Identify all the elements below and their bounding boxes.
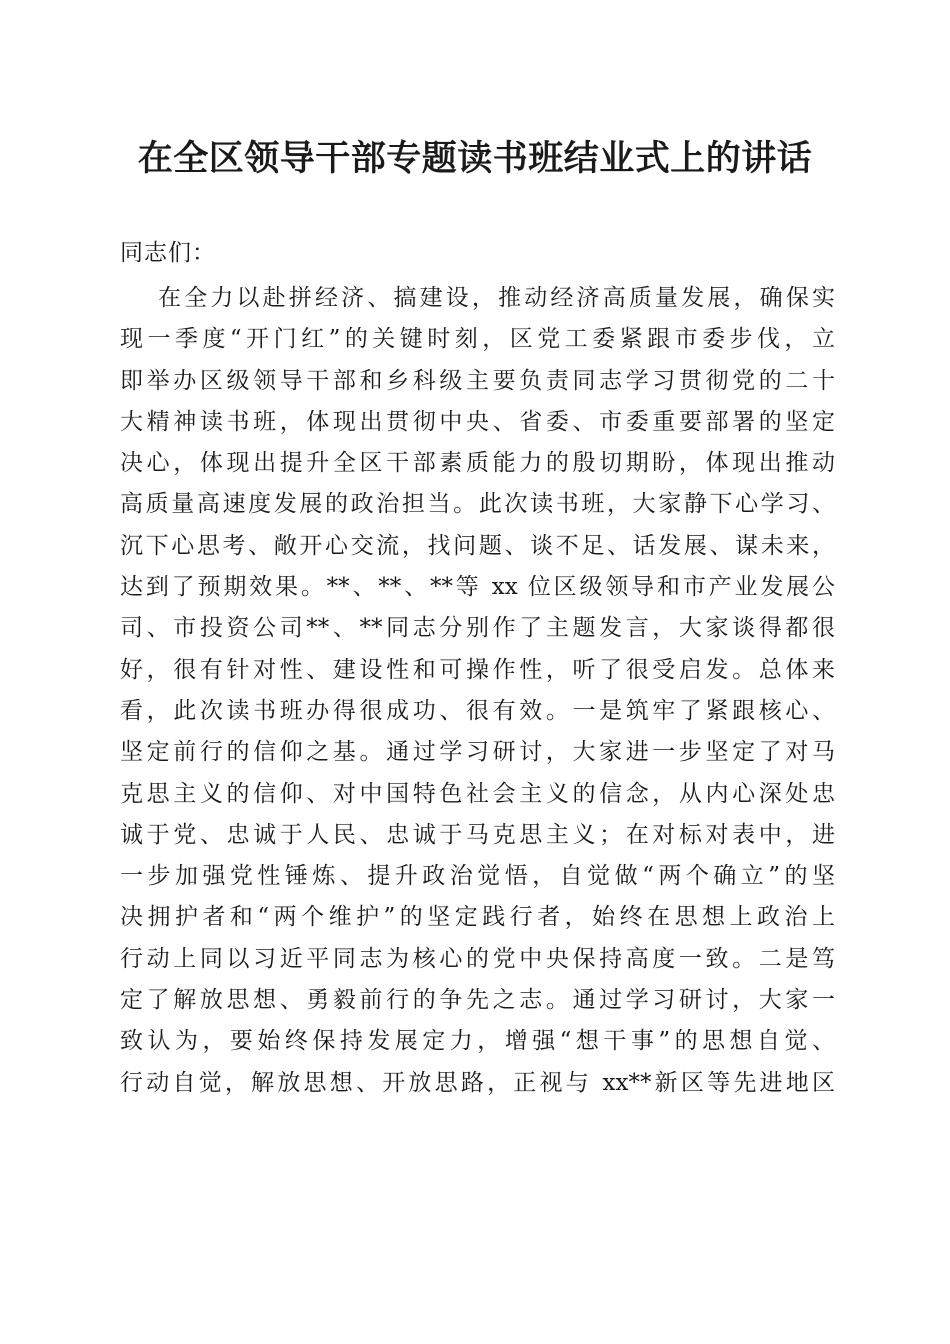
body-line: 司、市投资公司**、**同志分别作了主题发言，大家谈得都很: [120, 615, 835, 642]
body-line: 在全力以赴拼经济、搞建设，推动经济高质量发展，确保实: [158, 285, 835, 311]
salutation: 同志们：: [120, 240, 216, 266]
document-title: 在全区领导干部专题读书班结业式上的讲话: [137, 138, 813, 179]
body-line: 高质量高速度发展的政治担当。此次读书班，大家静下心学习、: [120, 491, 835, 518]
body-line: 决心，体现出提升全区干部素质能力的殷切期盼，体现出推动: [120, 450, 835, 477]
body-line: 定了解放思想、勇毅前行的争先之志。通过学习研讨，大家一: [120, 987, 835, 1014]
body-line: 决拥护者和“两个维护”的坚定践行者，始终在思想上政治上: [120, 904, 835, 931]
body-line: 看，此次读书班办得很成功、很有效。一是筑牢了紧跟核心、: [120, 697, 835, 724]
body-line: 沉下心思考、敞开心交流，找问题、谈不足、话发展、谋未来，: [120, 532, 835, 559]
body-line: 坚定前行的信仰之基。通过学习研讨，大家进一步坚定了对马: [120, 739, 835, 766]
body-line: 诚于党、忠诚于人民、忠诚于马克思主义；在对标对表中，进: [120, 821, 835, 848]
body-line: 好，很有针对性、建设性和可操作性，听了很受启发。总体来: [120, 656, 835, 683]
body-line: 克思主义的信仰、对中国特色社会主义的信念，从内心深处忠: [120, 780, 835, 807]
body-line: 现一季度“开门红”的关键时刻，区党工委紧跟市委步伐，立: [120, 326, 835, 353]
body-line: 行动上同以习近平同志为核心的党中央保持高度一致。二是笃: [120, 945, 835, 972]
body-line: 大精神读书班，体现出贯彻中央、省委、市委重要部署的坚定: [120, 408, 835, 435]
body-line: 达到了预期效果。**、**、**等 xx 位区级领导和市产业发展公: [120, 574, 835, 601]
body-text: [120, 278, 835, 1104]
body-line: 行动自觉，解放思想、开放思路，正视与 xx**新区等先进地区: [120, 1069, 835, 1096]
body-line: 致认为，要始终保持发展定力，增强“想干事”的思想自觉、: [120, 1028, 835, 1055]
body-line: 即举办区级领导干部和乡科级主要负责同志学习贯彻党的二十: [120, 367, 835, 394]
body-line: 一步加强党性锤炼、提升政治觉悟，自觉做“两个确立”的坚: [120, 863, 835, 890]
